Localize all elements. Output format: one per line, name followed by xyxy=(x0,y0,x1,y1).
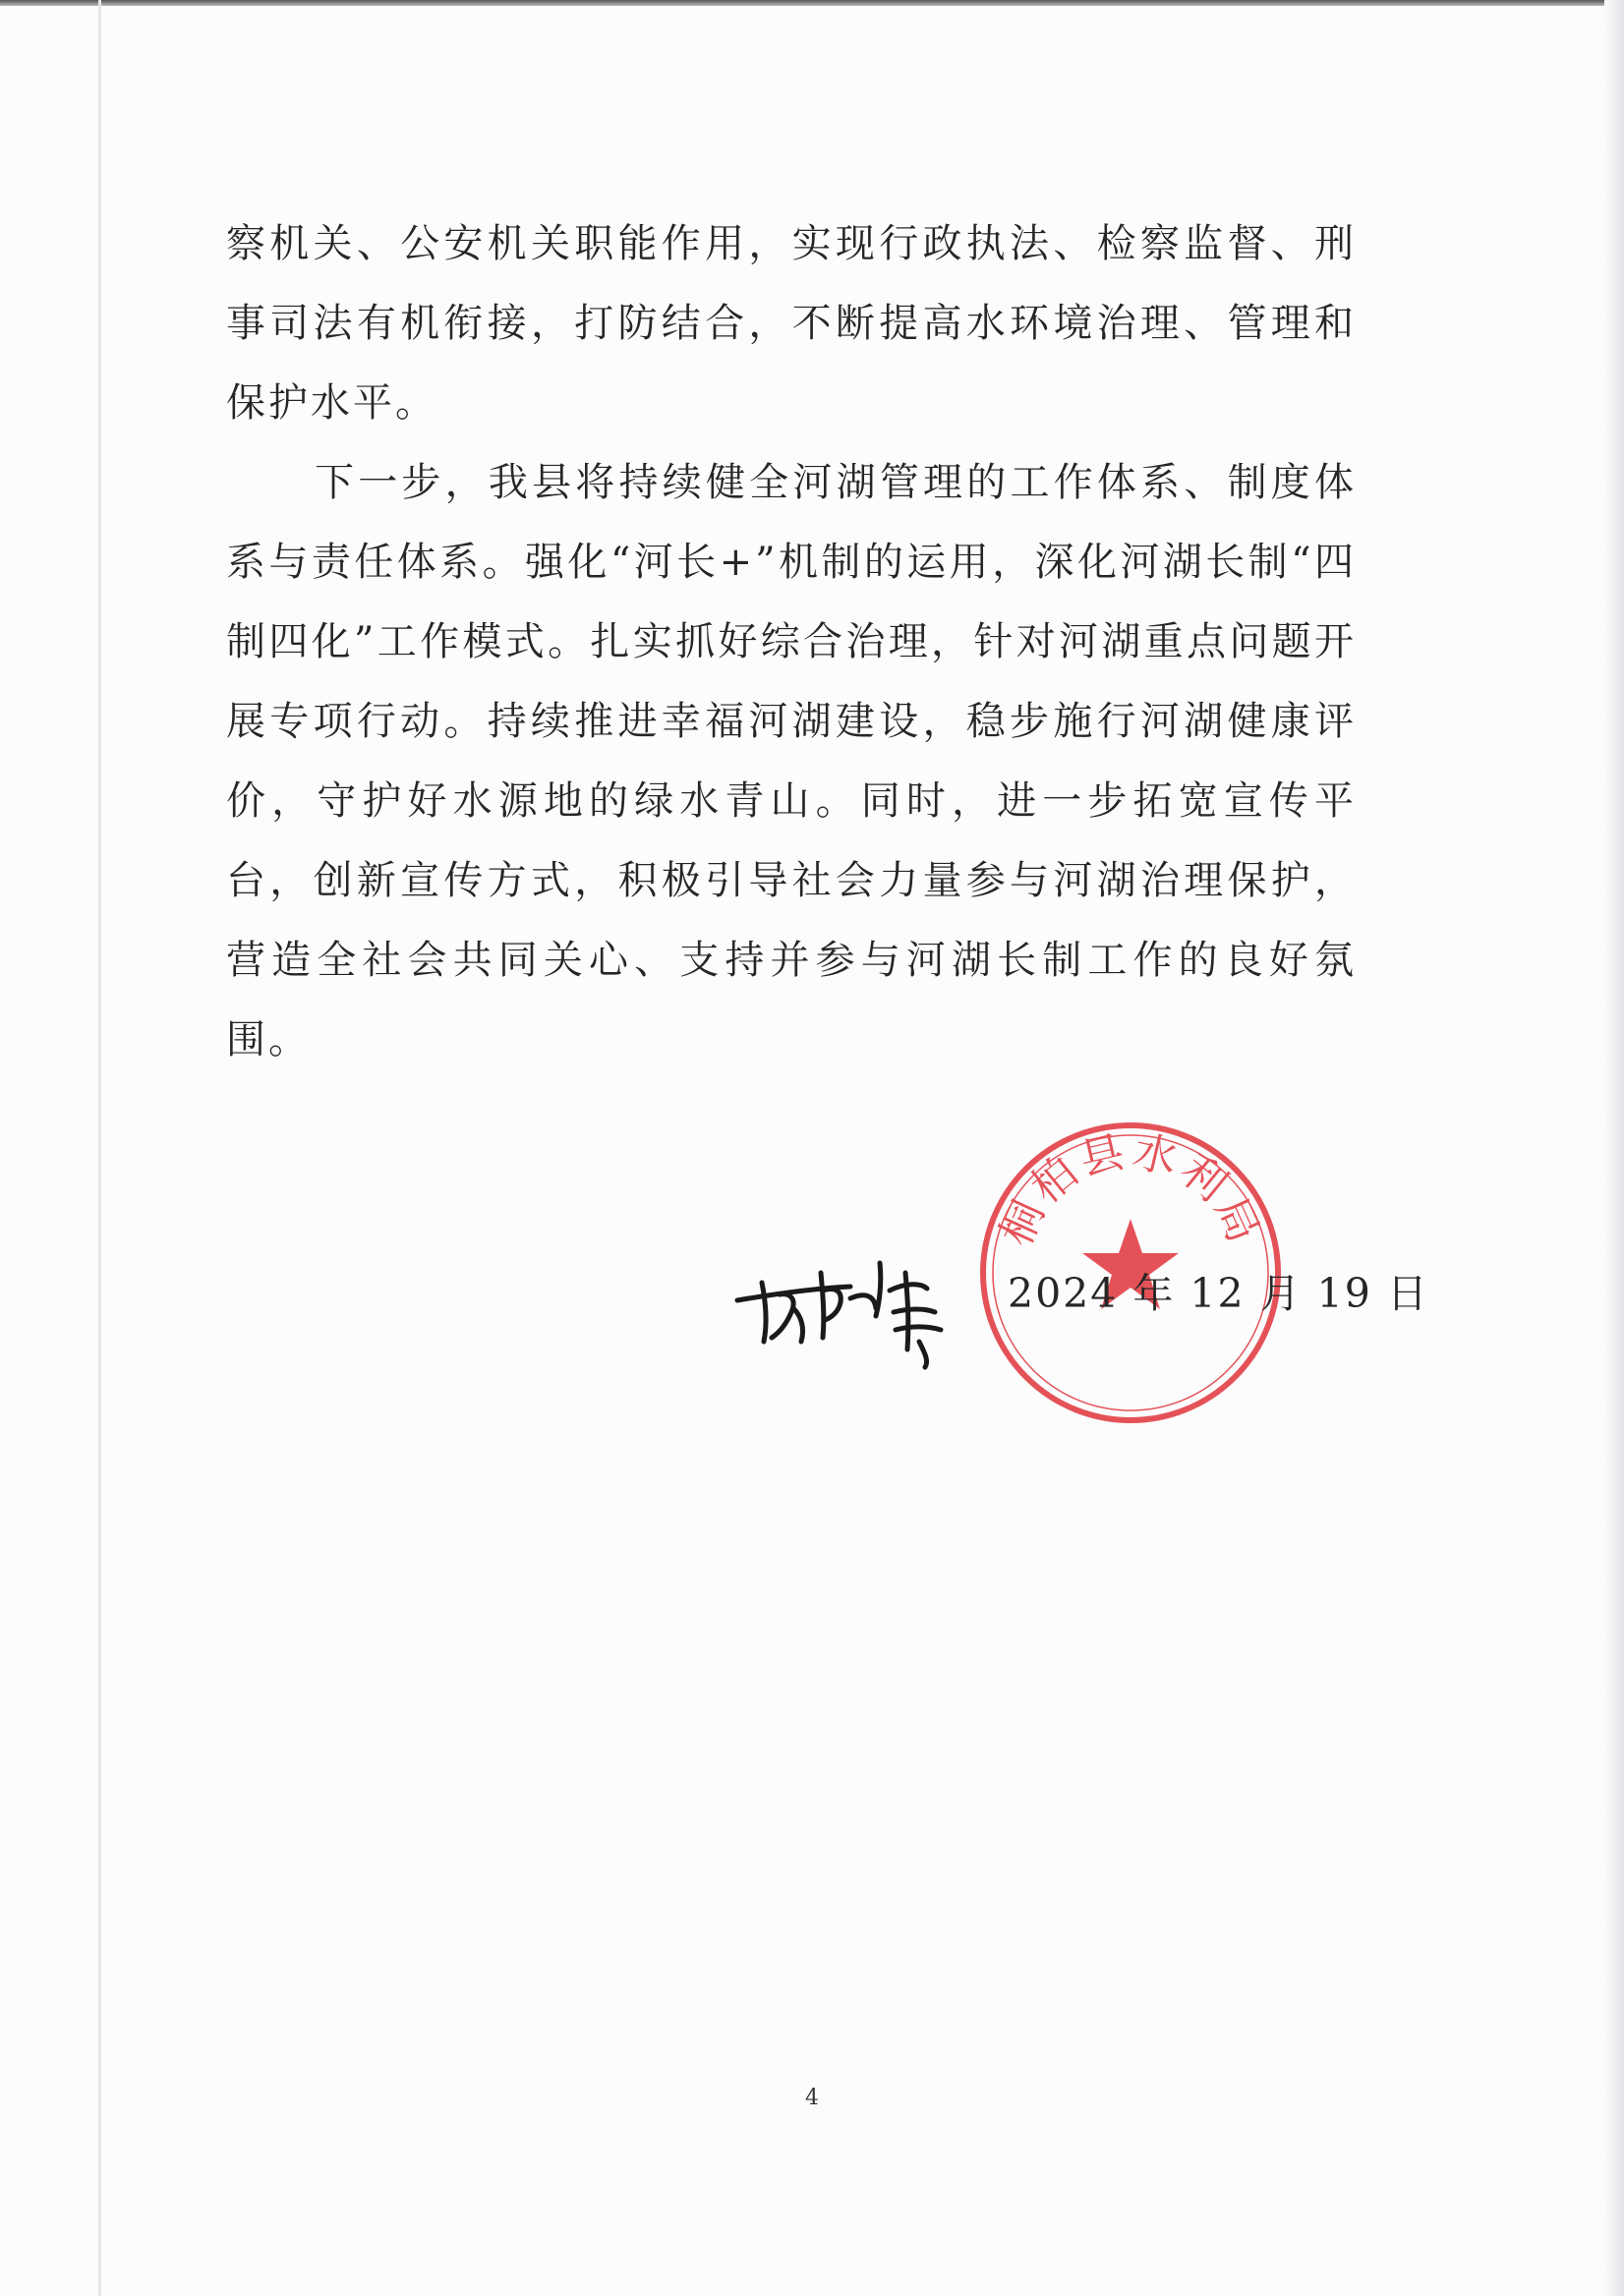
scan-left-edge xyxy=(98,0,101,2296)
page-number: 4 xyxy=(805,2086,819,2110)
paragraph-continuation: 察机关、公安机关职能作用，实现行政执法、检察监督、刑事司法有机衔接，打防结合，不断提高水环境治理、管理和保护水平。 xyxy=(226,221,1357,426)
body-text xyxy=(226,204,1357,1080)
document-date: 2024 年 12 月 19 日 xyxy=(1008,1270,1429,1317)
paragraph-next-steps: 下一步，我县将持续健全河湖管理的工作体系、制度体系与责任体系。强化“河长+”机制的运用，深化河湖长制“四制四化”工作模式。扎实抓好综合治理，针对河湖重点问题开展专项行动。持续推进幸福河湖建设，稳步施行河湖健康评价，守护好水源地的绿水青山。同时，进一步拓宽宣传平台，创新宣传方式，积极引导社会力量参与河湖治理保护，营造全社会共同关心、支持并参与河湖长制工作的良好氛围。 xyxy=(226,460,1357,1062)
handwritten-signature xyxy=(732,1243,988,1371)
scan-right-edge xyxy=(1604,0,1624,2296)
seal-text: 桐柏县水利局 xyxy=(991,1125,1270,1254)
scan-top-edge xyxy=(0,0,1624,6)
